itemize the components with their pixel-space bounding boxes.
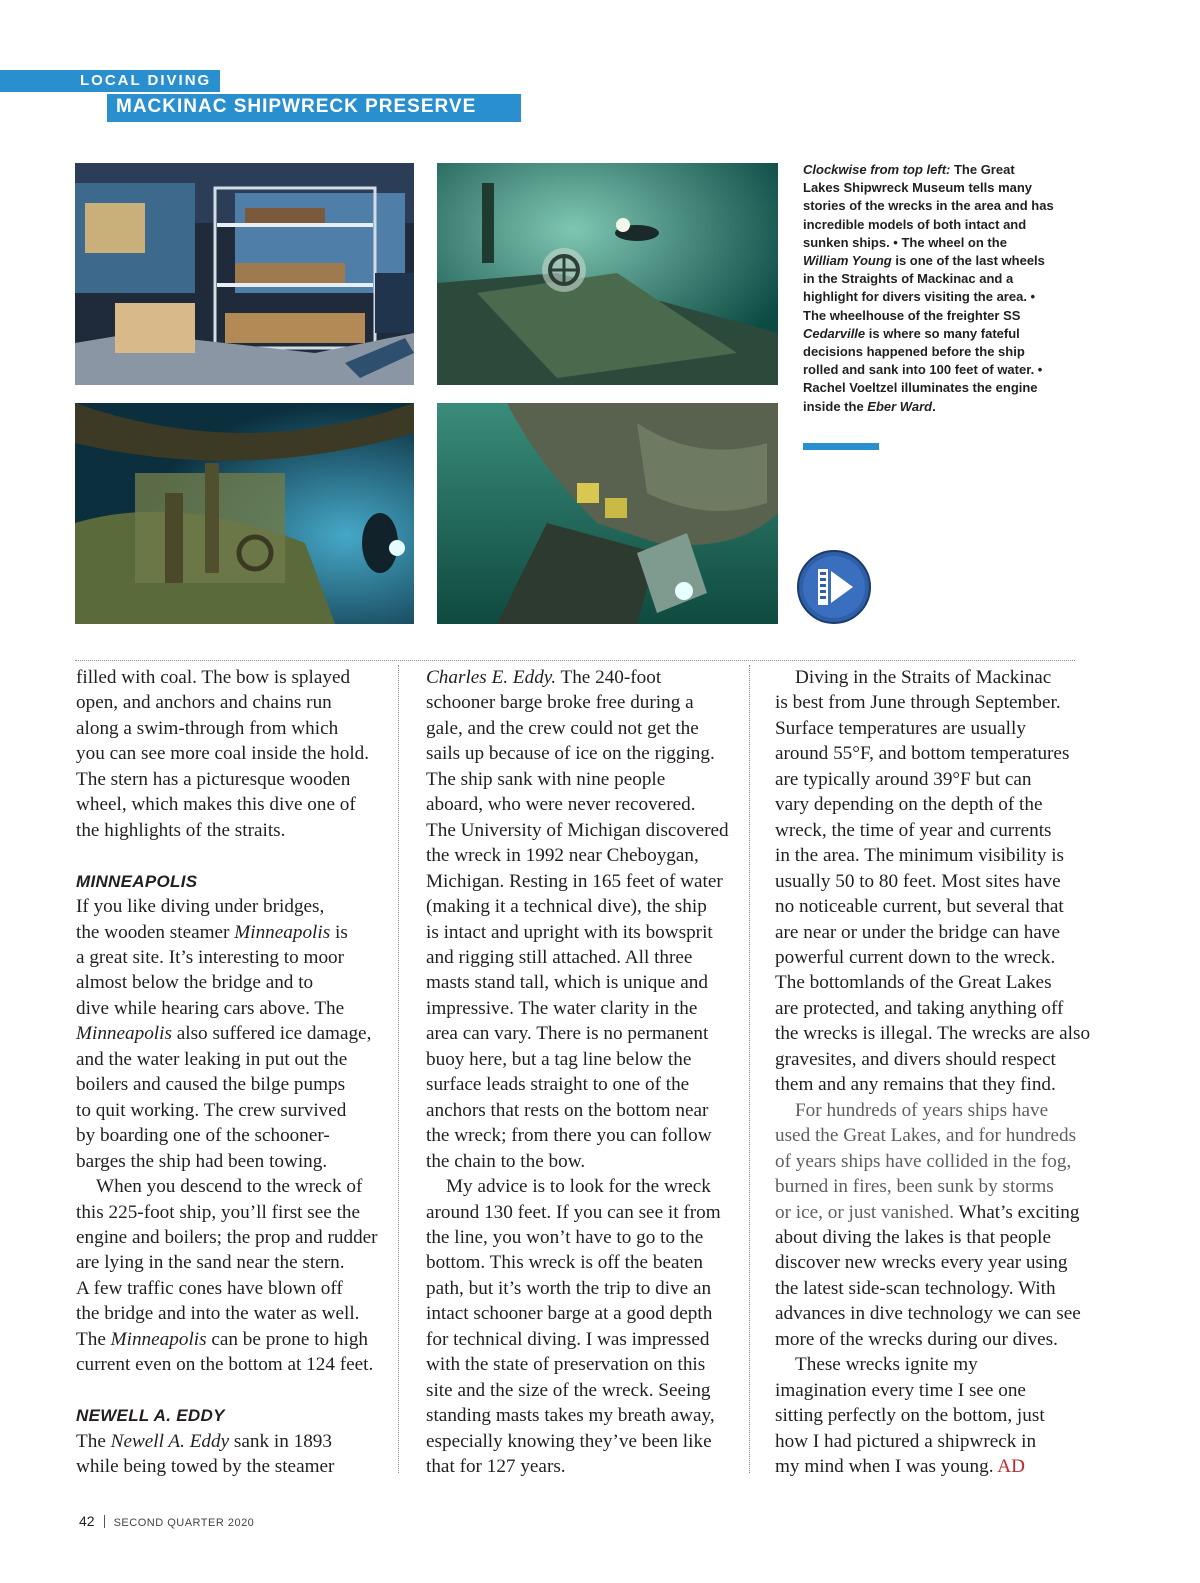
page-number: 42: [79, 1513, 95, 1529]
section-label: LOCAL DIVING: [80, 72, 212, 89]
diver-engine-photo: [75, 403, 414, 624]
page-title: MACKINAC SHIPWRECK PRESERVE: [116, 96, 477, 117]
conditions-paragraph: Diving in the Straits of Mackinac is best from June through September. Surface temperatures are usually around 55°F, and bottom temperatures are typically around 39°F but can vary depending on the depth of the wreck, the time of year and currents in the area. The minimum visibility is usually 50 to 80 feet. Most sites have no noticeable current, but several that are near or under the bridge can have powerful current down to the wreck. The bottomlands of the Great Lakes are protected, and taking anything off the wrecks is illegal. The wrecks are also gravesites, and divers should respect them and any remains that they find.: [775, 667, 1091, 1096]
article-column-2: [426, 665, 744, 1480]
section-tag: [0, 70, 220, 92]
history-paragraph: For hundreds of years ships have used the Great Lakes, and for hundreds of years ships have collided in the fog, burned in fires, been sunk by storms or ice, or just vanished. What’s exciting about diving the lakes is that people discover new wrecks every year using the latest side-scan technology. With advances in dive technology we can see more of the wrecks during our dives.: [775, 1099, 1081, 1350]
issue-label: SECOND QUARTER 2020: [113, 1517, 255, 1529]
caption-rule: [803, 443, 879, 450]
footer-separator: [104, 1515, 105, 1528]
article-column-3: [775, 665, 1091, 1480]
column-divider: [749, 665, 750, 1473]
minneapolis-paragraph: If you like diving under bridges, the wooden steamer Minneapolis is a great site. It’s interesting to moor almost below the bridge and to dive while hearing cars above. The Minneapolis also suffered ice damage, and the water leaking in put out the boilers and caused the bilge pumps to quit working. The crew survived by boarding one of the schooner- barges the ship had been towing.: [76, 896, 372, 1172]
wheelhouse-photo: [437, 403, 778, 624]
diver-wheel-photo: [437, 163, 778, 385]
title-bar: [107, 94, 521, 122]
article-column-1: [76, 665, 394, 1479]
subheading-newell-a-eddy: NEWELL A. EDDY: [76, 1406, 225, 1426]
closing-paragraph: These wrecks ignite my imagination every time I see one sitting perfectly on the bottom, just how I had pictured a shipwreck in my mind when I was young. AD: [775, 1354, 1045, 1478]
subheading-minneapolis: MINNEAPOLIS: [76, 871, 198, 891]
advice-paragraph: My advice is to look for the wreck around 130 feet. If you can see it from the line, you won’t have to go to the bottom. This wreck is off the beaten path, but it’s worth the trip to dive an intact schooner barge at a good depth for technical diving. I was impressed with the state of preservation on this site and the size of the wreck. Seeing standing masts takes my breath away, especially knowing they’ve been like that for 127 years.: [426, 1176, 721, 1478]
museum-photo: [75, 163, 414, 385]
section-divider: [75, 660, 1075, 661]
intro-paragraph: filled with coal. The bow is splayed open, and anchors and chains run along a swim-through from which you can see more coal inside the hold. The stern has a picturesque wooden wheel, which makes this dive one of the highlights of the straits.: [76, 667, 370, 841]
eddy-paragraph-cont: Charles E. Eddy. The 240-foot schooner barge broke free during a gale, and the crew could not get the sails up because of ice on the rigging. The ship sank with nine people aboard, who were never recovered. The University of Michigan discovered the wreck in 1992 near Cheboygan, Michigan. Resting in 165 feet of water (making it a technical dive), the ship is intact and upright with its bowsprit and rigging still attached. All three masts stand tall, which is unique and impressive. The water clarity in the area can vary. There is no permanent buoy here, but a tag line below the surface leads straight to one of the anchors that rests on the bottom near the wreck; from there you can follow the chain to the bow.: [426, 667, 729, 1172]
photo-caption: Clockwise from top left: The Great Lakes Shipwreck Museum tells many stories of the wrecks in the area and has incredible models of both intact and sunken ships. • The wheel on the William Young is one of the last wheels in the Straights of Mackinac and a highlight for divers visiting the area. • The wheelhouse of the freighter SS Cedarville is where so many fateful decisions happened before the ship rolled and sank into 100 feet of water. • Rachel Voeltzel illuminates the engine inside the Eber Ward.: [803, 162, 1054, 414]
video-play-button[interactable]: [796, 549, 872, 625]
minneapolis-paragraph-2: When you descend to the wreck of this 225-foot ship, you’ll first see the engine and boilers; the prop and rudder are lying in the sand near the stern. A few traffic cones have blown off the bridge and into the water as well. The Minneapolis can be prone to high current even on the bottom at 124 feet.: [76, 1176, 378, 1376]
page-footer: [79, 1513, 254, 1529]
video-play-icon: [796, 549, 872, 625]
eddy-paragraph: The Newell A. Eddy sank in 1893 while being towed by the steamer: [76, 1430, 335, 1478]
end-mark: AD: [997, 1456, 1025, 1478]
column-divider: [398, 665, 399, 1473]
